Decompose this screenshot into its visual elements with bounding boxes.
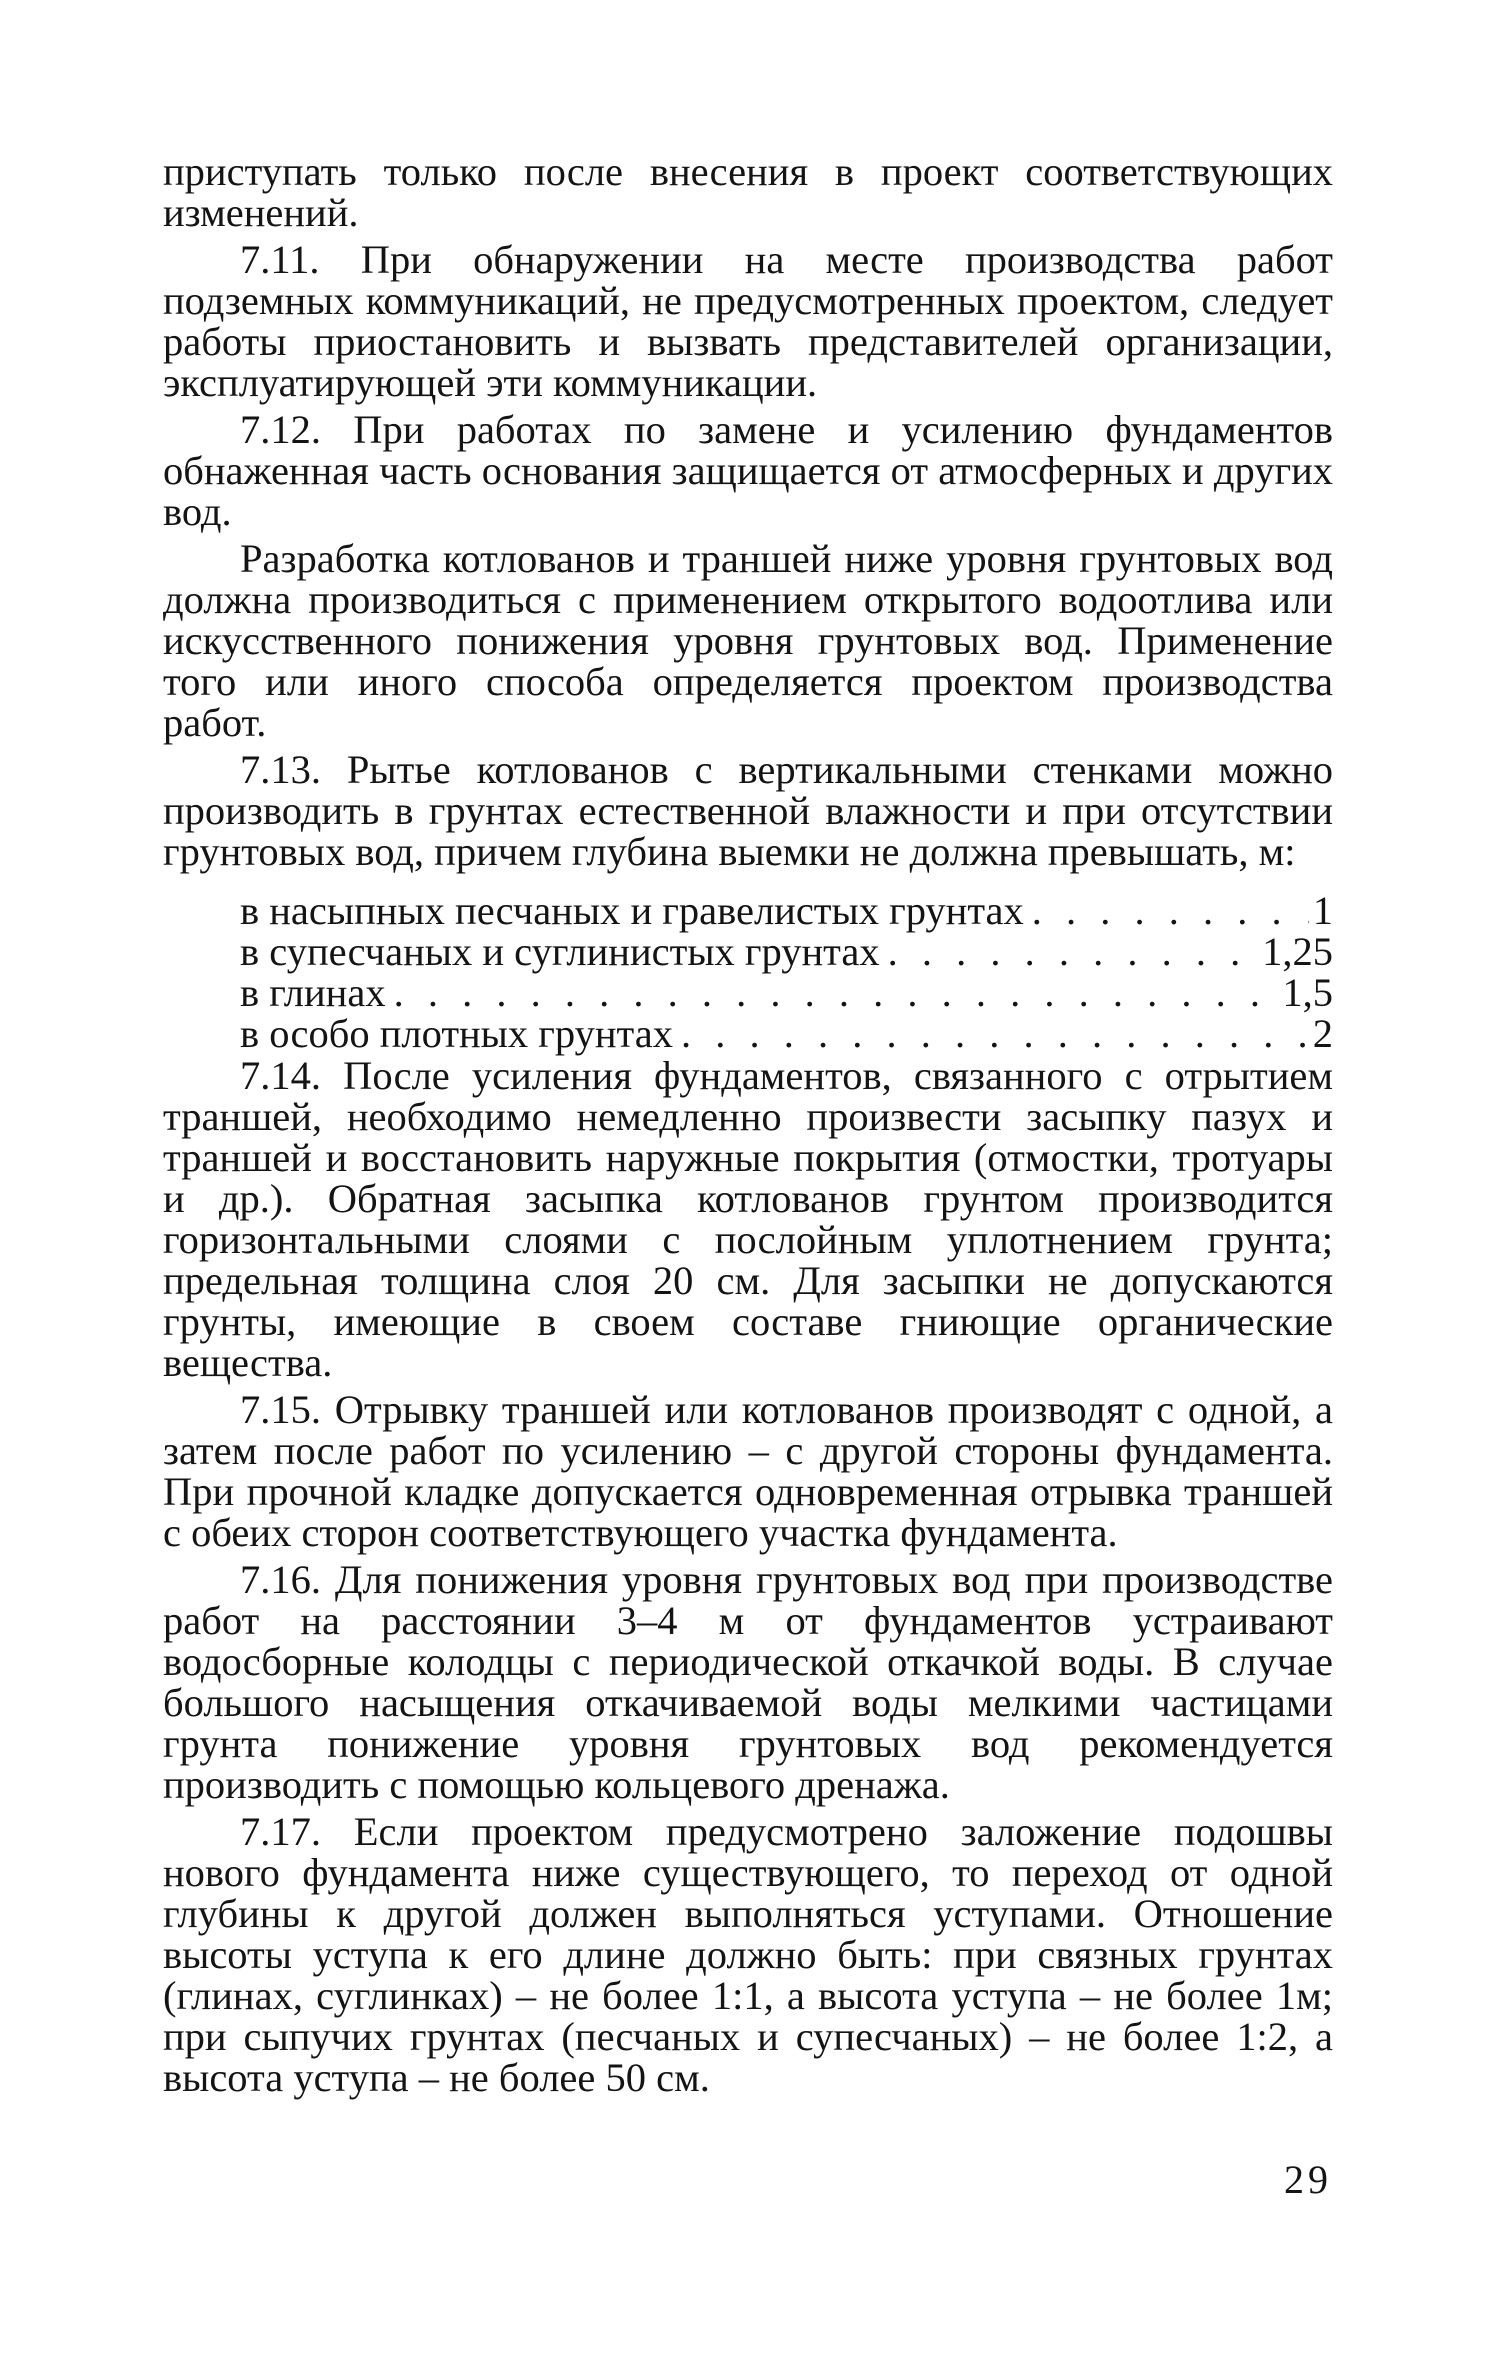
paragraph-text: Если проектом предусмотрено заложение подошвы нового фундамента ниже существующего, то переход от одной глубины к другой должен выполняться уступами. Отношение высоты уступа к его длине должно быть: при связных грунтах (глинах, суглинках) – не более 1:1, а высота уступа – не более 1м; при сыпучих грунтах (песчаных и супесчаных) – не более 1:2, а высота уступа – не более 50 см. bbox=[163, 1809, 1333, 2100]
paragraph-text: При работах по замене и усилению фундаментов обнаженная часть основания защищается от атмосферных и других вод. bbox=[163, 407, 1334, 534]
paragraph-number: 7.13. bbox=[240, 747, 321, 792]
paragraph-number: 7.15. bbox=[240, 1387, 321, 1432]
depth-label: в особо плотных грунтах bbox=[240, 1011, 673, 1056]
depth-table bbox=[240, 890, 1333, 1054]
leader-dots bbox=[888, 931, 1259, 972]
paragraph-continuation: приступать только после внесения в проект соответствующих изменений. bbox=[163, 149, 1333, 235]
depth-value: 1,25 bbox=[1262, 929, 1333, 974]
paragraph-7-13 bbox=[163, 749, 1333, 872]
depth-row bbox=[240, 1013, 1333, 1054]
paragraph-text: При обнаружении на месте производства работ подземных коммуникаций, не предусмотренных проектом, следует работы приостановить и вызвать представителей организации, эксплуатирующей эти коммуникации. bbox=[163, 237, 1334, 405]
paragraph-7-15 bbox=[163, 1389, 1333, 1553]
paragraph-number: 7.14. bbox=[240, 1053, 321, 1098]
paragraph-7-17 bbox=[163, 1811, 1333, 2098]
paragraph-7-16 bbox=[163, 1559, 1333, 1805]
depth-value: 1,5 bbox=[1282, 970, 1333, 1015]
paragraph-text: Отрывку траншей или котлованов производят с одной, а затем после работ по усилению – с другой стороны фундамента. При прочной кладке допускается одновременная отрывка траншей с обеих сторон соответствующего участка фундамента. bbox=[163, 1387, 1333, 1555]
text-column bbox=[163, 151, 1333, 872]
paragraph-7-14 bbox=[163, 1055, 1333, 1383]
depth-label: в насыпных песчаных и гравелистых грунтах bbox=[240, 888, 1024, 933]
paragraph-text: После усиления фундаментов, связанного с отрытием траншей, необходимо немедленно произвести засыпку пазух и траншей и восстановить наружные покрытия (отмостки, тротуары и др.). Обратная засыпка котлованов грунтом производится горизонтальными слоями с послойным уплотнением грунта; предельная толщина слоя 20 см. Для засыпки не допускаются грунты, имеющие в своем составе гниющие органические вещества. bbox=[163, 1053, 1333, 1385]
depth-row bbox=[240, 890, 1333, 931]
depth-row bbox=[240, 931, 1333, 972]
leader-dots bbox=[394, 972, 1279, 1013]
paragraph-number: 7.16. bbox=[240, 1557, 321, 1602]
comma-mark: , bbox=[1238, 829, 1249, 874]
depth-value: 2 bbox=[1312, 1011, 1333, 1056]
paragraph-number: 7.12. bbox=[240, 407, 321, 452]
paragraph-number: 7.11. bbox=[240, 237, 320, 282]
depth-row bbox=[240, 972, 1333, 1013]
depth-label: в глинах bbox=[240, 970, 386, 1015]
paragraph-number: 7.17. bbox=[240, 1809, 321, 1854]
leader-dots bbox=[681, 1013, 1309, 1054]
depth-value: 1 bbox=[1312, 888, 1333, 933]
paragraph-text: Рытье котлованов с вертикальными стенками можно производить в грунтах естественной влажности и при отсутствии грунтовых вод, причем глубина выемки не должна превышать bbox=[163, 747, 1333, 874]
paragraph-7-12-continued: Разработка котлованов и траншей ниже уровня грунтовых вод должна производиться с применением открытого водоотлива или искусственного понижения уровня грунтовых вод. Применение того или иного способа определяется проектом производства работ. bbox=[163, 536, 1333, 745]
paragraph-text: Для понижения уровня грунтовых вод при производстве работ на расстоянии 3–4 м от фундаментов устраивают водосборные колодцы с периодической откачкой воды. В случае большого насыщения откачиваемой воды мелкими частицами грунта понижение уровня грунтовых вод рекомендуется производить с помощью кольцевого дренажа. bbox=[163, 1557, 1333, 1807]
paragraph-tail: м: bbox=[1258, 829, 1296, 874]
depth-label: в супесчаных и суглинистых грунтах bbox=[240, 929, 880, 974]
page-number: 29 bbox=[1284, 2157, 1332, 2202]
paragraph-7-12 bbox=[163, 409, 1333, 532]
paragraph-7-11 bbox=[163, 239, 1333, 403]
text-column-lower bbox=[163, 1055, 1333, 2098]
leader-dots bbox=[1032, 890, 1309, 931]
